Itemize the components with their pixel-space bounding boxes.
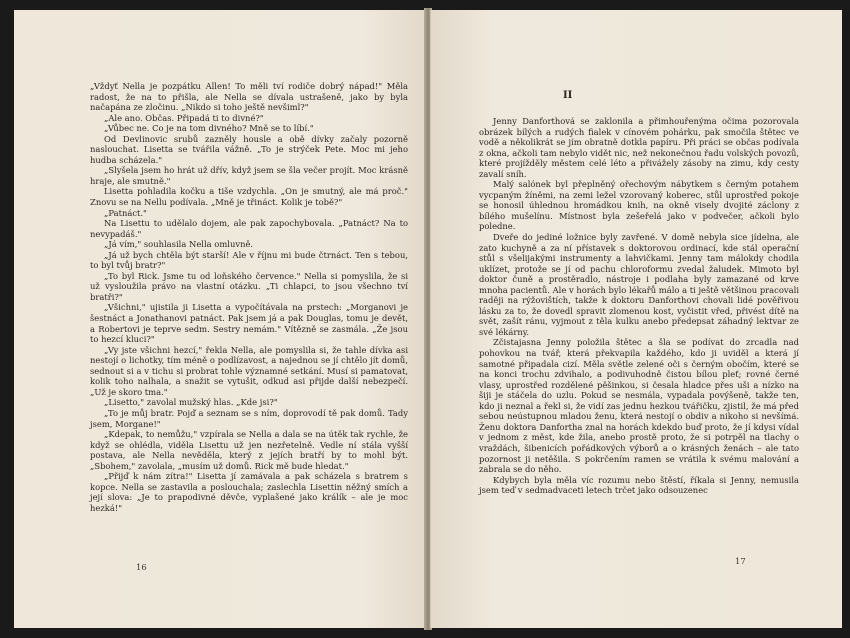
paragraph: Na Lisettu to udělalo dojem, ale pak zapochybovala. „Patnáct? Na to nevypadáš." — [90, 218, 408, 239]
page-number-left: 16 — [136, 562, 147, 572]
paragraph: „Vy jste všichni hezcí," řekla Nella, ale pomyslila si, že tahle dívka asi nestojí o lichotky, tím méně o podlízavost, a najednou se jí chtělo jít domů, sednout si a v tichu si probrat tohle významné setkání. Musí si pamatovat, kolik toho nalhala, a snažit se vytušit, odkud asi přijde další nebezpečí. „Už je skoro tma." — [90, 344, 408, 397]
paragraph: Kdybych byla měla víc rozumu nebo štěstí, říkala si Jenny, nemusila jsem teď v sedmadvaceti letech trčet jako odsouzenec — [479, 474, 799, 496]
paragraph: „Kdepak, to nemůžu," vzpírala se Nella a dala se na útěk tak rychle, že když se ohlédla, viděla Lisettu už jen nezřetelně. Vedle ní stála vyšší postava, ale Nella nevěděla, který z jejích bratří by to mohl být. „Sbohem," zavolala, „musím už domů. Rick mě bude hledat." — [90, 429, 408, 471]
paragraph: „Patnáct." — [104, 207, 147, 218]
paragraph: Jenny Danforthová se zaklonila a přimhouřenýma očima pozorovala obrázek bílých a rudých fialek v cínovém pohárku, pak smočila štětec ve vodě a několikrát se jím obratně dotkla papíru. Při práci se občas podívala z okna, ačkoli tam nebylo vidět nic, než nekonečnou řadu volských povozů, které projížděly městem celé léto a přivážely zásoby na zimu, kdy cesty zavalí sníh. — [479, 116, 799, 179]
paragraph: „Přijď k nám zítra!" Lisetta jí zamávala a pak scházela s bratrem s kopce. Nella se zastavila a poslouchala; zaslechla Lisettin něžný smích a její slova: „Je to prapodivné děvče, vyplašené jako králík – ale je moc hezká!" — [90, 471, 408, 513]
paragraph: „Vůbec ne. Co je na tom divného? Mně se to líbí." — [104, 123, 314, 134]
right-page-text — [479, 116, 799, 496]
paragraph: „Já vím," souhlasila Nella omluvně. — [104, 239, 254, 250]
paragraph: Dveře do jediné ložnice byly zavřené. V domě nebyla sice jídelna, ale zato kuchyně a za ní přístavek s doktorovou ordinací, kde stál operační stůl s všelijakými instrumenty a lahvičkami. Jenny tam málokdy chodila uklízet, protože se jí od pachu chloroformu zvedal žaludek. Mimoto byl doktor čuně a prostěradlo, nástroje i podlaha byly zamazané od krve mnoha pacientů. Ale v horách bylo lékařů málo a ti ještě většinou pracovali raději na rýžovištích, takže k doktoru Danforthovi chovali lidé pověřivou lásku za to, že dovedl spravit zlomenou kost, vyčistit vřed, přivést dítě na svět, zašít ránu, vyjmout z těla kulku anebo předepsat záhadný lektvar ze své lékárny. — [479, 232, 799, 337]
paragraph: Malý salónek byl přeplněný ořechovým nábytkem s černým potahem vycpaným žíněmi, na zemi ležel vzorovaný koberec, stůl uprostřed pokoje se honosil úhlednou hromádkou knih, na okně visely dvojité záclony z bílého mušelínu. Místnost byla zešeřelá jako v podvečer, ačkoli bylo poledne. — [479, 179, 799, 232]
page-number-right: 17 — [735, 556, 746, 566]
paragraph: Lisetta pohladila kočku a tiše vzdychla. „On je smutný, ale má proč." Znovu se na Nellu podívala. „Mně je třináct. Kolik je tobě?" — [90, 186, 408, 208]
chapter-heading: II — [563, 90, 573, 101]
paragraph: „Lisetto," zavolal mužský hlas. „Kde jsi?" — [104, 397, 278, 408]
left-page-text — [90, 81, 408, 513]
paragraph: „Slyšela jsem ho hrát už dřív, když jsem se šla večer projít. Moc krásně hraje, ale smutně." — [90, 165, 408, 186]
paragraph: Od Devlinovic srubů zazněly housle a obě dívky začaly pozorně naslouchat. Lisetta se tvářila vážně. „To je strýček Pete. Moc mi jeho hudba scházela." — [90, 133, 408, 165]
right-page — [430, 10, 842, 628]
paragraph: „Já už bych chtěla být starší! Ale v říjnu mi bude čtrnáct. Ten s tebou, to byl tvůj bratr?" — [90, 249, 408, 271]
paragraph: Zčistajasna Jenny položila štětec a šla se podívat do zrcadla nad pohovkou na tvář, která překvapila každého, kdo ji uviděl a která jí samotné připadala cizí. Měla světle zelené oči s černým obočím, které se na konci trochu zdvihalo, a podivuhodně čistou bílou pleť; rovné černé vlasy, uprostřed rozdělené pěšinkou, si česala hladce přes uši a nízko na šiji je stáčela do uzlu. Pokud se nesmála, vypadala povýšeně, takže ten, kdo ji neznal a řekl si, že vidí zas jednu hezkou tvářičku, zjistil, že má před sebou neústupnou mladou ženu, která nestojí o obdiv a nikoho si nevšímá. Ženu doktora Danfortha znal na horách kdekdo buď proto, že jí kdysi vídal v jednom z měst, kde žila, anebo prostě proto, že si potrpěl na tlachy o vraždách, šibenicích pořádkových výborů a o krásných ženách – ale tato pozornost ji netěšila. S pokrčením ramen se vrátila k svému malování a zabrala se do něho. — [479, 337, 799, 475]
paragraph: „Vždyť Nella je pozpátku Allen! To měli tví rodiče dobrý nápad!" Měla radost, že na to přišla, ale Nella se dívala ustrašeně, jako by byla načapána ze zločinu. „Nikdo si toho ještě nevšiml?" — [90, 81, 408, 113]
left-page — [14, 10, 426, 628]
paragraph: „To je můj bratr. Pojď a seznam se s ním, doprovodí tě pak domů. Tady jsem, Morgane!" — [90, 407, 408, 429]
paragraph: „Všichni," ujistila ji Lisetta a vypočítávala na prstech: „Morganovi je šestnáct a Jonathanovi patnáct. Pak jsem já a pak Douglas, tomu je devět, a Robertovi je teprve sedm. Sestry nemám." Vítězně se zasmála. „Že jsou to hezcí kluci?" — [90, 302, 408, 345]
paragraph: „To byl Rick. Jsme tu od loňského července." Nella si pomyslila, že si už vysloužila právo na vlastní otázku. „Ti chlapci, to jsou všechno tví bratři?" — [90, 270, 408, 302]
paragraph: „Ale ano. Občas. Připadá ti to divné?" — [104, 112, 264, 123]
